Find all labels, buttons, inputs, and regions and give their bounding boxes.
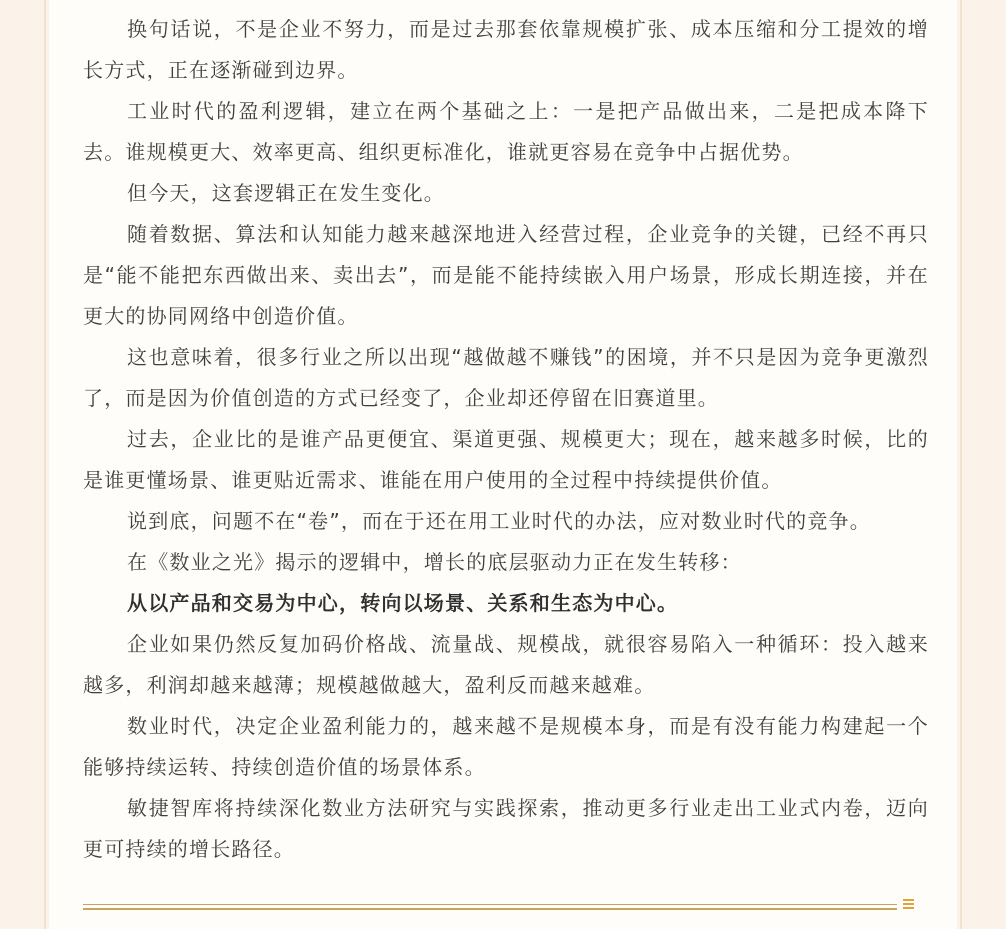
paragraph-12: 敏捷智库将持续深化数业方法研究与实践探索，推动更多行业走出工业式内卷，迈向更可持续的增长路径。	[83, 796, 929, 861]
menu-icon[interactable]	[903, 898, 914, 910]
paragraph-10: 企业如果仍然反复加码价格战、流量战、规模战，就很容易陷入一种循环：投入越来越多，利润却越来越薄；规模越做越大，盈利反而越来越难。	[83, 632, 929, 697]
paragraph-8: 在《数业之光》揭示的逻辑中，增长的底层驱动力正在发生转移：	[127, 550, 742, 574]
article-body	[83, 9, 929, 870]
highlight-paragraph: 从以产品和交易为中心，转向以场景、关系和生态为中心。	[127, 591, 679, 615]
paragraph-3: 但今天，这套逻辑正在发生变化。	[127, 181, 445, 205]
paragraph-6: 过去，企业比的是谁产品更便宜、渠道更强、规模更大；现在，越来越多时候，比的是谁更懂场景、谁更贴近需求、谁能在用户使用的全过程中持续提供价值。	[83, 427, 929, 492]
paragraph-2: 工业时代的盈利逻辑，建立在两个基础之上：一是把产品做出来，二是把成本降下去。谁规模更大、效率更高、组织更标准化，谁就更容易在竞争中占据优势。	[83, 99, 929, 164]
divider-line-thin	[83, 904, 897, 905]
paragraph-7: 说到底，问题不在“卷”，而在于还在用工业时代的办法，应对数业时代的竞争。	[127, 509, 871, 533]
paragraph-4: 随着数据、算法和认知能力越来越深地进入经营过程，企业竞争的关键，已经不再只是“能不能把东西做出来、卖出去”，而是能不能持续嵌入用户场景，形成长期连接，并在更大的协同网络中创造价值。	[83, 222, 929, 328]
divider-line-thick	[83, 908, 897, 910]
page-left-edge	[44, 0, 46, 929]
paragraph-1: 换句话说，不是企业不努力，而是过去那套依靠规模扩张、成本压缩和分工提效的增长方式，正在逐渐碰到边界。	[83, 17, 929, 82]
paragraph-11: 数业时代，决定企业盈利能力的，越来越不是规模本身，而是有没有能力构建起一个能够持续运转、持续创造价值的场景体系。	[83, 714, 929, 779]
paragraph-5: 这也意味着，很多行业之所以出现“越做越不赚钱”的困境，并不只是因为竞争更激烈了，而是因为价值创造的方式已经变了，企业却还停留在旧赛道里。	[83, 345, 929, 410]
footer-divider	[83, 903, 897, 912]
page-right-edge	[960, 0, 962, 929]
